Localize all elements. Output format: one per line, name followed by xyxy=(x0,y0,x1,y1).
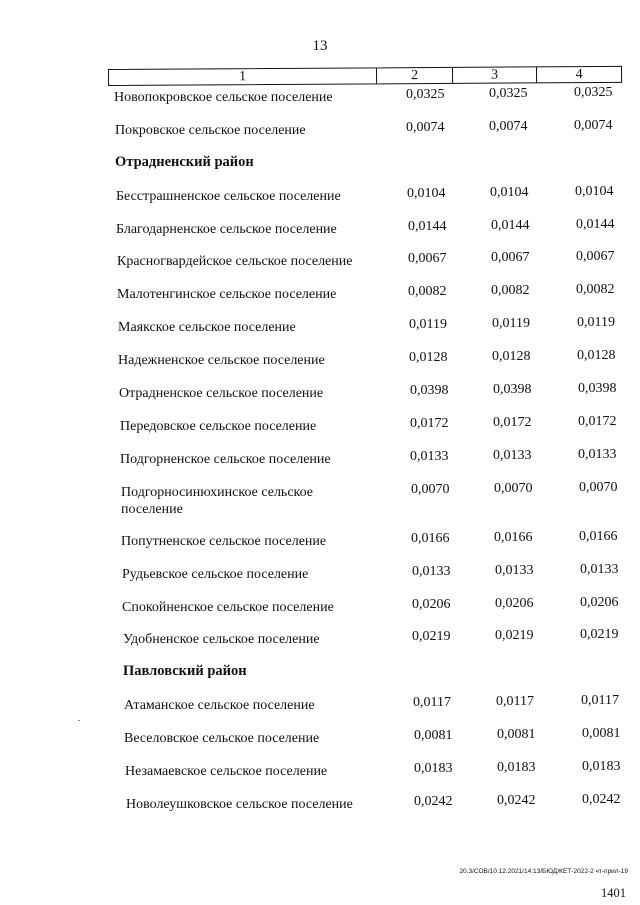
value-col-3: 0,0133 xyxy=(495,563,534,578)
value-col-3: 0,0133 xyxy=(493,448,532,463)
value-col-2: 0,0081 xyxy=(414,728,453,743)
value-col-2: 0,0128 xyxy=(409,350,448,365)
value-col-3: 0,0183 xyxy=(497,760,536,775)
value-col-3: 0,0144 xyxy=(491,218,530,233)
value-col-3: 0,0067 xyxy=(491,250,530,265)
settlement-name: Красногвардейское сельское поселение xyxy=(117,254,353,269)
value-col-4: 0,0166 xyxy=(579,529,618,544)
settlement-name: Малотенгинское сельское поселение xyxy=(117,287,337,302)
value-col-3: 0,0128 xyxy=(492,349,531,364)
scan-artifact xyxy=(78,720,80,721)
value-col-3: 0,0206 xyxy=(495,596,534,611)
value-col-4: 0,0081 xyxy=(582,726,621,741)
settlement-name: Надежненское сельское поселение xyxy=(118,353,325,368)
value-col-2: 0,0398 xyxy=(410,383,449,398)
value-col-2: 0,0144 xyxy=(408,219,447,234)
value-col-4: 0,0144 xyxy=(576,217,615,232)
value-col-3: 0,0325 xyxy=(489,86,528,101)
section-name: Отрадненский район xyxy=(115,154,254,170)
settlement-name: Отрадненское сельское поселение xyxy=(119,386,324,401)
footer-document-code: 20.3/СОВ/10.12.2021/14:13/БЮДЖЕТ-2022-2 чт-прил-19 xyxy=(459,868,628,875)
value-col-2: 0,0082 xyxy=(408,284,447,299)
value-col-3: 0,0070 xyxy=(494,481,533,496)
value-col-4: 0,0104 xyxy=(575,184,614,199)
value-col-3: 0,0119 xyxy=(492,316,530,331)
value-col-3: 0,0166 xyxy=(494,530,533,545)
value-col-4: 0,0325 xyxy=(574,85,613,100)
value-col-4: 0,0183 xyxy=(582,759,621,774)
value-col-4: 0,0117 xyxy=(581,693,619,708)
column-header-2: 2 xyxy=(377,68,453,83)
value-col-4: 0,0128 xyxy=(577,348,616,363)
settlement-name: Атаманское сельское поселение xyxy=(124,698,315,713)
value-col-3: 0,0074 xyxy=(489,119,528,134)
value-col-2: 0,0206 xyxy=(412,597,451,612)
value-col-3: 0,0398 xyxy=(493,382,532,397)
value-col-2: 0,0183 xyxy=(414,761,453,776)
value-col-4: 0,0133 xyxy=(578,447,617,462)
value-col-4: 0,0074 xyxy=(574,118,613,133)
page-number: 13 xyxy=(312,38,328,54)
value-col-4: 0,0398 xyxy=(578,381,617,396)
settlement-name: Спокойненское сельское поселение xyxy=(122,600,334,615)
value-col-2: 0,0219 xyxy=(412,629,451,644)
value-col-2: 0,0117 xyxy=(413,695,451,710)
value-col-4: 0,0070 xyxy=(579,480,618,495)
value-col-4: 0,0219 xyxy=(580,627,619,642)
value-col-3: 0,0172 xyxy=(493,415,532,430)
value-col-4: 0,0172 xyxy=(578,414,617,429)
column-header-1: 1 xyxy=(109,68,377,85)
settlement-name: Новолеушковское сельское поселение xyxy=(126,797,353,812)
section-name: Павловский район xyxy=(123,663,247,679)
value-col-2: 0,0325 xyxy=(406,87,445,102)
value-col-3: 0,0242 xyxy=(497,793,536,808)
value-col-4: 0,0133 xyxy=(580,562,619,577)
sheet-number: 1401 xyxy=(601,886,626,900)
value-col-4: 0,0119 xyxy=(577,315,615,330)
column-header-3: 3 xyxy=(453,67,537,83)
settlement-name: Удобненское сельское поселение xyxy=(123,632,320,647)
value-col-4: 0,0242 xyxy=(582,792,621,807)
value-col-2: 0,0070 xyxy=(411,482,450,497)
value-col-3: 0,0219 xyxy=(495,628,534,643)
value-col-4: 0,0082 xyxy=(576,282,615,297)
value-col-2: 0,0133 xyxy=(410,449,449,464)
value-col-2: 0,0074 xyxy=(406,120,445,135)
value-col-3: 0,0081 xyxy=(497,727,536,742)
value-col-2: 0,0119 xyxy=(409,317,447,332)
settlement-name: Передовское сельское поселение xyxy=(120,419,317,434)
value-col-2: 0,0104 xyxy=(407,186,446,201)
value-col-2: 0,0067 xyxy=(408,251,447,266)
value-col-3: 0,0117 xyxy=(496,694,534,709)
value-col-2: 0,0172 xyxy=(410,416,449,431)
value-col-2: 0,0242 xyxy=(414,794,453,809)
settlement-name: Благодарненское сельское поселение xyxy=(116,222,337,237)
value-col-2: 0,0166 xyxy=(411,531,450,546)
settlement-name: Бесстрашненское сельское поселение xyxy=(116,189,341,204)
settlement-name: Попутненское сельское поселение xyxy=(121,534,327,549)
settlement-name: Подгорносинюхинское сельское поселение xyxy=(121,485,314,517)
settlement-name: Новопокровское сельское поселение xyxy=(114,90,333,105)
column-header-4: 4 xyxy=(575,67,583,83)
value-col-3: 0,0104 xyxy=(490,185,529,200)
settlement-name: Покровское сельское поселение xyxy=(115,123,306,138)
settlement-name: Незамаевское сельское поселение xyxy=(125,764,328,779)
value-col-2: 0,0133 xyxy=(412,564,451,579)
settlement-name: Маякское сельское поселение xyxy=(118,320,296,335)
settlement-name: Веселовское сельское поселение xyxy=(124,731,320,746)
settlement-name: Подгорненское сельское поселение xyxy=(120,452,331,467)
value-col-4: 0,0206 xyxy=(580,595,619,610)
settlement-name: Рудьевское сельское поселение xyxy=(122,567,309,582)
value-col-3: 0,0082 xyxy=(491,283,530,298)
value-col-4: 0,0067 xyxy=(576,249,615,264)
